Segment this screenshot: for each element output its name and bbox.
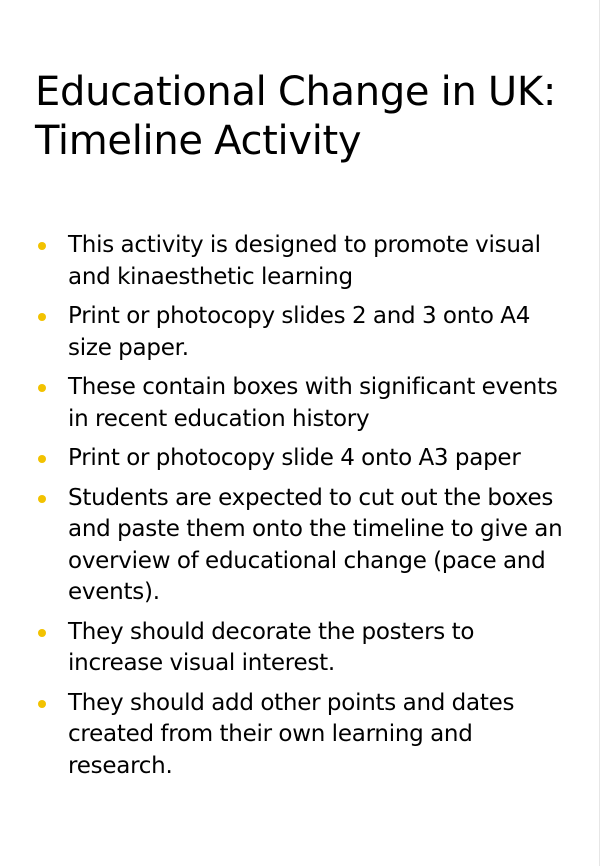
bullet-dot-icon [38, 495, 46, 503]
bullet-text: Print or photocopy slides 2 and 3 onto A4 size paper. [68, 303, 531, 361]
bullet-text: These contain boxes with significant events in recent education history [68, 374, 558, 432]
bullet-text: They should add other points and dates created from their own learning and research. [68, 689, 515, 779]
bullet-item [34, 688, 574, 783]
bullet-item [34, 372, 574, 435]
bullet-dot-icon [38, 700, 46, 708]
bullet-text: This activity is designed to promote visual and kinaesthetic learning [68, 232, 541, 290]
bullet-text: Print or photocopy slide 4 onto A3 paper [68, 445, 521, 471]
bullet-item [34, 617, 574, 680]
bullet-dot-icon [38, 313, 46, 321]
bullet-dot-icon [38, 384, 46, 392]
bullet-dot-icon [38, 629, 46, 637]
bullet-item [34, 443, 574, 475]
bullet-text: Students are expected to cut out the boxes and paste them onto the timeline to give an overview of educational change (pace and events). [68, 484, 563, 605]
bullet-dot-icon [38, 242, 46, 250]
bullet-item [34, 483, 574, 609]
bullet-item [34, 230, 574, 293]
bullet-dot-icon [38, 455, 46, 463]
bullet-item [34, 301, 574, 364]
bullet-text: They should decorate the posters to increase visual interest. [68, 618, 475, 676]
bullet-list [34, 230, 574, 790]
slide-title: Educational Change in UK: Timeline Activity [35, 69, 557, 164]
